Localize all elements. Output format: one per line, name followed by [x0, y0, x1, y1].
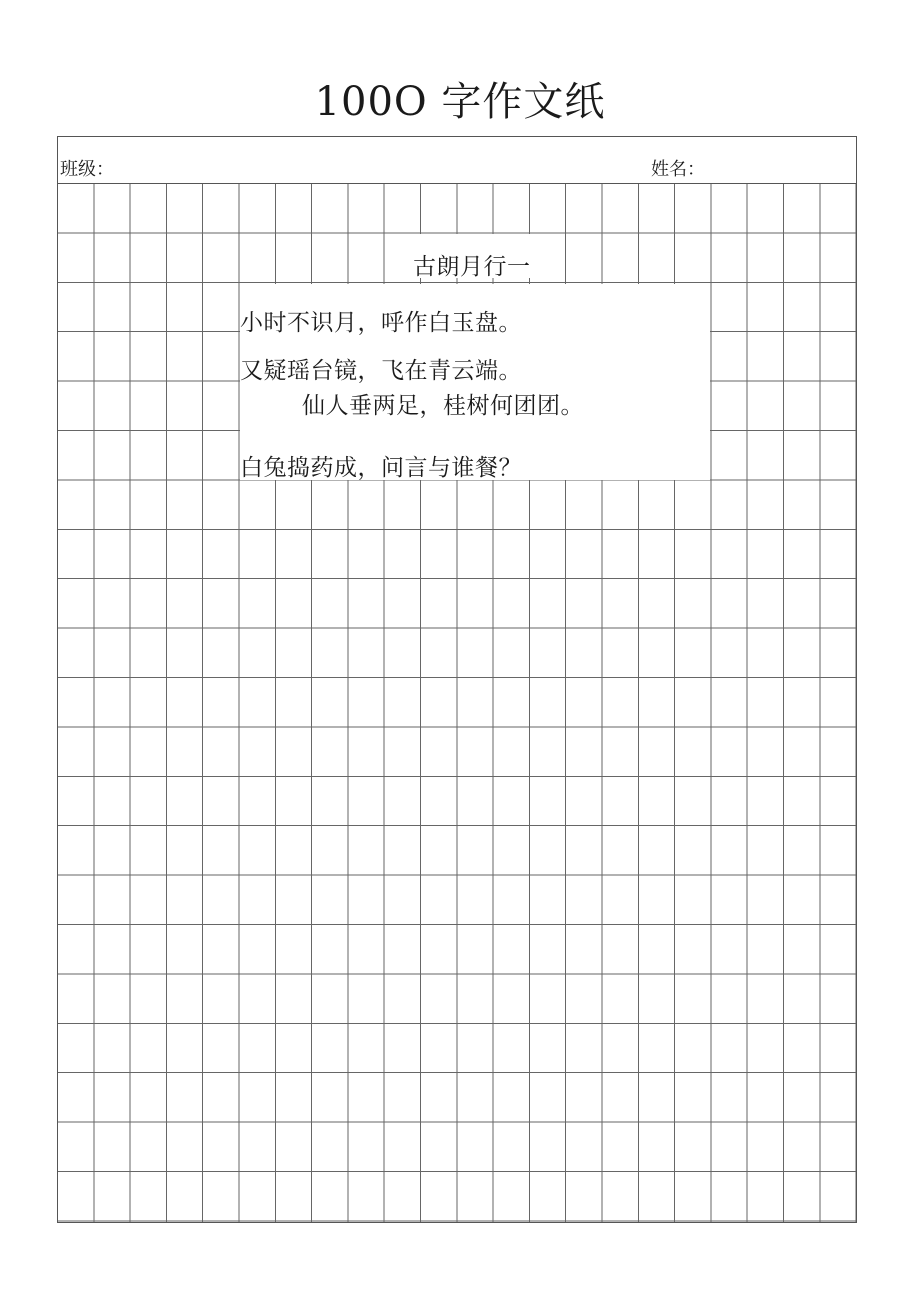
poem-title: 古朗月行一 — [413, 254, 531, 280]
name-label: 姓名： — [651, 159, 705, 180]
class-label: 班级： — [60, 159, 114, 180]
poem-line: 又疑瑶台镜，飞在青云端。 — [240, 358, 522, 384]
poem-line: 小时不识月，呼作白玉盘。 — [240, 310, 522, 336]
page-title: 100O 字作文纸 — [314, 79, 606, 125]
student-info-row — [58, 137, 856, 184]
poem-line: 白兔捣药成，问言与谁餐？ — [240, 455, 522, 481]
composition-sheet — [57, 136, 857, 1223]
poem-line: 仙人垂两足，桂树何团团。 — [302, 393, 584, 419]
writing-grid — [58, 184, 856, 1222]
